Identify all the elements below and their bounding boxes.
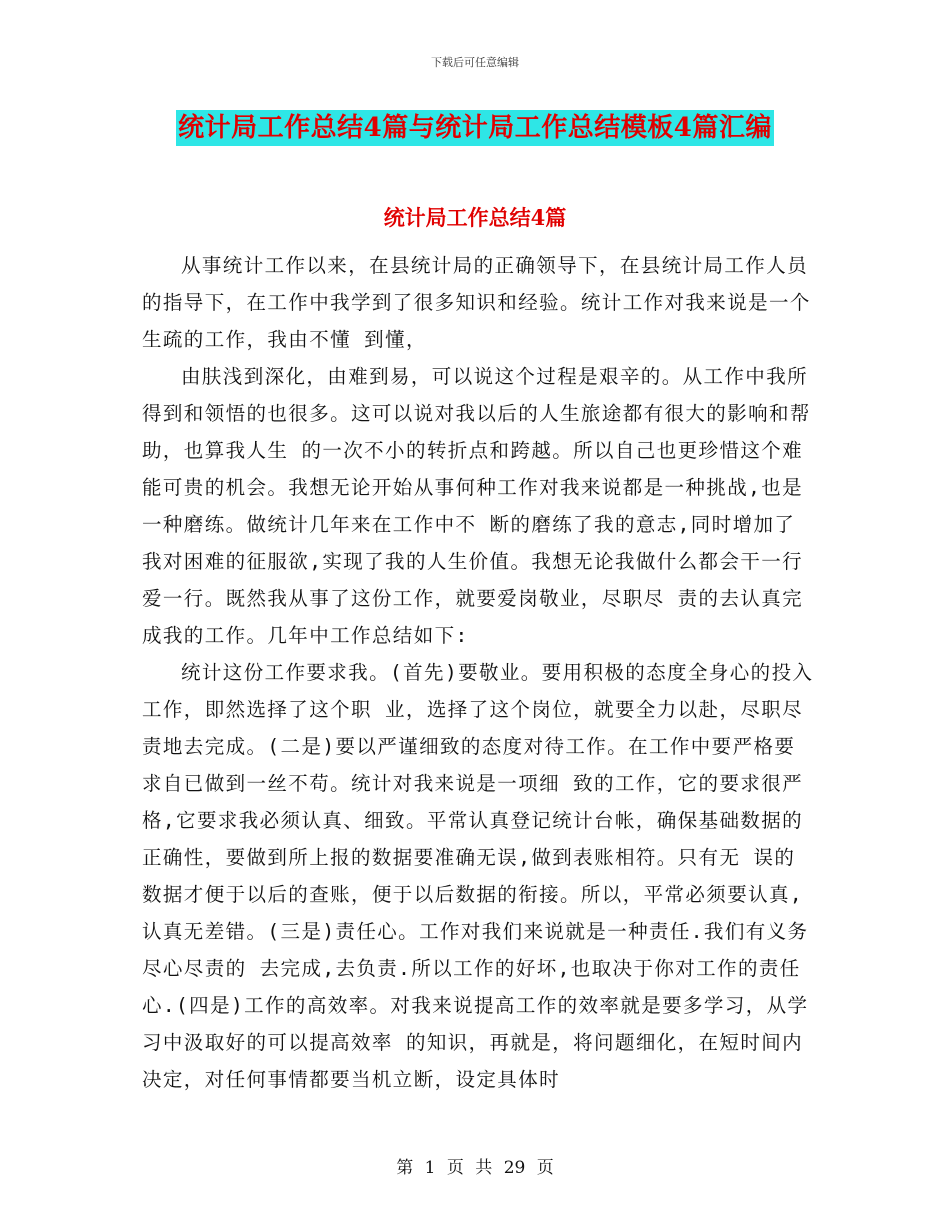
document-title: 统计局工作总结4篇与统计局工作总结模板4篇汇编: [176, 110, 774, 146]
paragraph-3: 统计这份工作要求我。(首先)要敬业。要用积极的态度全身心的投入工作，即然选择了这个职 业，选择了这个岗位，就要全力以赴，尽职尽责地去完成。(二是)要以严谨细致的态度对待工作。在工作中要严格要求自已做到一丝不苟。统计对我来说是一项细 致的工作，它的要求很严格,它要求我必须认真、细致。平常认真登记统计台帐，确保基础数据的正确性，要做到所上报的数据要准确无误,做到表账相符。只有无 误的数据才便于以后的查账，便于以后数据的衔接。所以，平常必须要认真,认真无差错。(三是)责任心。工作对我们来说就是一种责任.我们有义务尽心尽责的 去完成,去负责.所以工作的好坏,也取决于你对工作的责任心.(四是)工作的高效率。对我来说提高工作的效率就是要多学习，从学习中汲取好的可以提高效率 的知识，再就是，将问题细化，在短时间内决定，对任何事情都要当机立断，设定具体时: [142, 661, 814, 1091]
header-note: 下载后可任意编辑: [431, 56, 519, 69]
paragraph-2: 由肤浅到深化，由难到易，可以说这个过程是艰辛的。从工作中我所得到和领悟的也很多。这可以说对我以后的人生旅途都有很大的影响和帮助，也算我人生 的一次不小的转折点和跨越。所以自己也更珍惜这个难能可贵的机会。我想无论开始从事何种工作对我来说都是一种挑战,也是一种磨练。做统计几年来在工作中不 断的磨练了我的意志,同时增加了我对困难的征服欲,实现了我的人生价值。我想无论我做什么都会干一行爱一行。既然我从事了这份工作，就要爱岗敬业，尽职尽 责的去认真完成我的工作。几年中工作总结如下:: [142, 365, 811, 647]
paragraph-1: 从事统计工作以来，在县统计局的正确领导下，在县统计局工作人员的指导下，在工作中我学到了很多知识和经验。统计工作对我来说是一个生疏的工作，我由不懂 到懂，: [142, 254, 811, 351]
section-title: 统计局工作总结4篇: [383, 205, 567, 230]
main-title-container: [0, 110, 950, 146]
page-footer: 第 1 页 共 29 页: [396, 1158, 554, 1178]
document-body: [142, 247, 814, 1098]
